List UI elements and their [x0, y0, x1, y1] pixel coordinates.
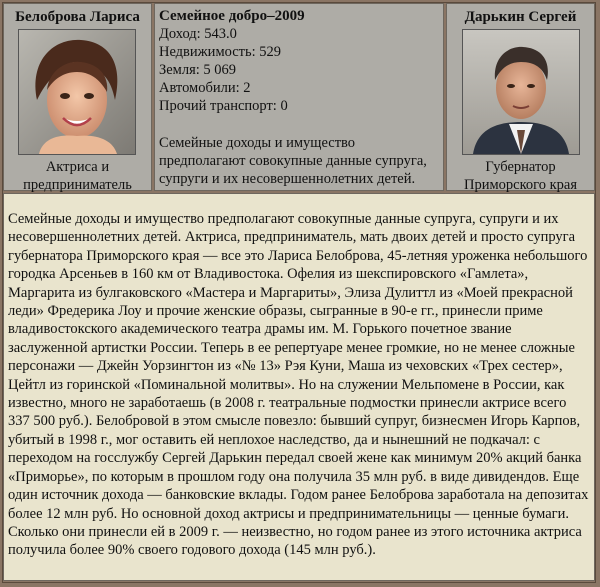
woman-portrait-image [19, 30, 135, 154]
summary-note-line-2: предполагают совокупные данные супруга, [158, 153, 427, 169]
right-person-card [446, 3, 595, 191]
summary-note-line-1: Семейные доходы и имущество [158, 135, 356, 151]
summary-land: Земля: 5 069 [158, 62, 237, 78]
left-person-card [3, 3, 152, 191]
biography-text: Семейные доходы и имущество предполагают совокупные данные супруга, супруги и их несовершеннолетних детей. Актриса, предприниматель, мать двоих детей и просто супруга губернатора Приморского края — все это Лариса Белоброва, 45-летняя уроженка небольшого городка Арсеньев в 160 км от Владивостока. Офелия из шекспировского «Гамлета», Маргарита из булгаковского «Мастера и Маргариты», Элиза Дулиттл из «Моей прекрасной леди» Фредерика Лоу и прочие женские образы, сыгранные в 90-е гг., принесли приме владивостокского академического театра драмы им. М. Горького почетное звание заслуженной артистки России. Теперь в ее репертуаре менее громкие, но не менее сложные персонажи — Джейн Уорзингтон из «№ 13» Рэя Куни, Маша из чеховских «Трех сестер», Цейтл из горинской «Поминальной молитвы». Но на служении Мельпомене в России, как известно, много не заработаешь (в 2008 г. театральные подмостки принесли актрисе всего 337 500 руб.). Белобровой в этом смысле повезло: бывший супруг, бизнесмен Игорь Карпов, убитый в 1998 г., мог оставить ей неплохое наследство, да и нынешний не подкачал: с переходом на госслужбу Сергей Дарькин передал своей жене как минимум 20% акций банка «Приморье», по которым в прошлом году она получила 35 млн руб. в виде дивидендов. Еще один источник дохода — банковские вклады. Годом ранее Белоброва заработала на депозитах более 12 млн руб. Но основной доход актрисы и предпринимательницы — ценные бумаги. Сколько они принесли ей в 2009 г. — неизвестно, но годом ранее из этого источника актриса получила более 90% своего годового дохода (145 млн руб.). [3, 193, 595, 581]
summary-income: Доход: 543.0 [158, 26, 237, 42]
right-person-name: Дарькин Сергей [464, 9, 577, 25]
right-person-photo [462, 29, 580, 155]
man-portrait-image [463, 30, 579, 154]
summary-title: Семейное добро–2009 [158, 8, 305, 24]
header-row [3, 3, 595, 191]
summary-other-transport: Прочий транспорт: 0 [158, 98, 288, 114]
summary-note-line-3: супруги и их несовершеннолетних детей. [158, 171, 416, 187]
left-person-photo [18, 29, 136, 155]
family-wealth-summary [154, 3, 444, 191]
summary-cars: Автомобили: 2 [158, 80, 251, 96]
right-person-role: Губернатор Приморского края [463, 159, 577, 193]
summary-real-estate: Недвижимость: 529 [158, 44, 282, 60]
left-person-role: Актриса и предприниматель [23, 159, 132, 193]
left-person-name: Белоброва Лариса [15, 9, 140, 25]
